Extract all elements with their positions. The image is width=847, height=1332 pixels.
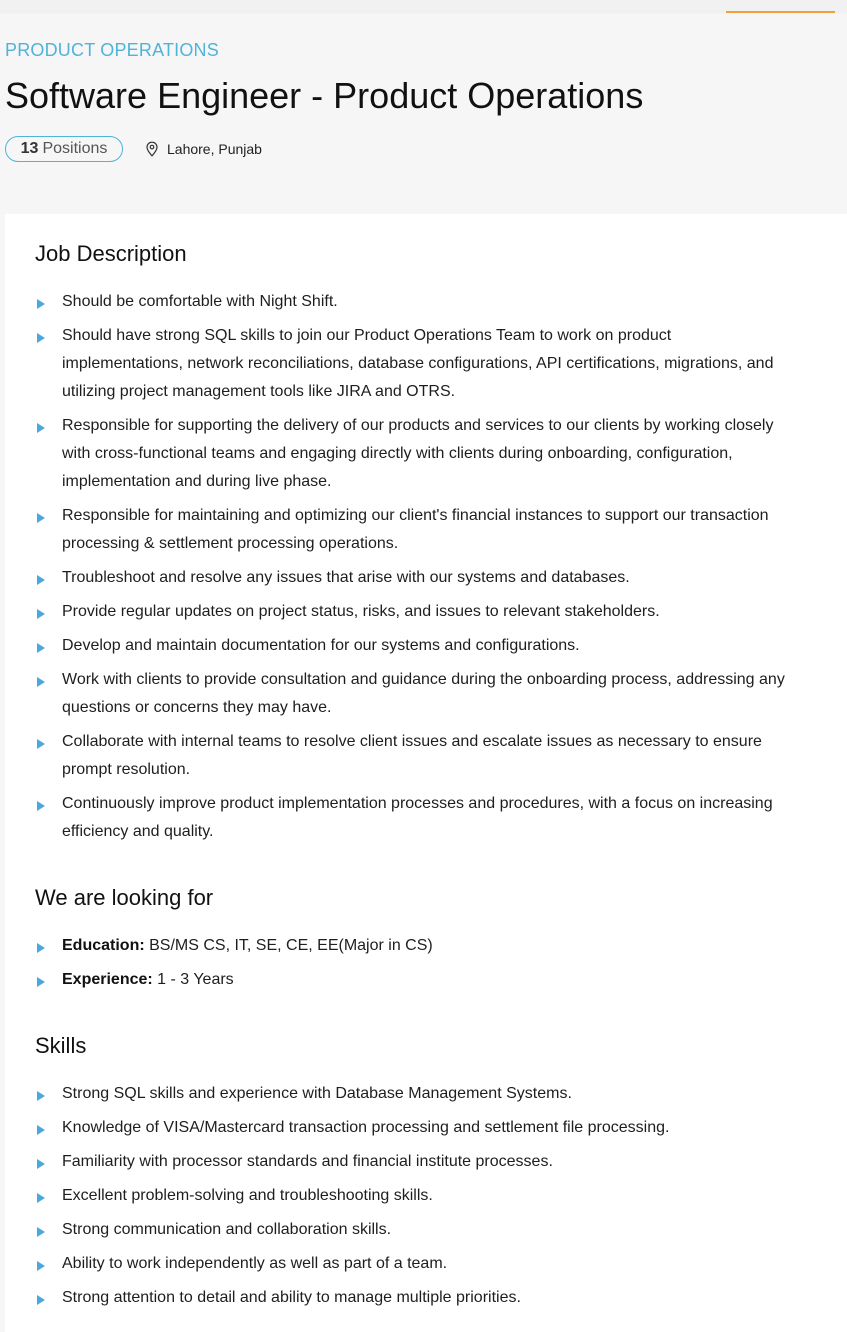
job-details-card [5,214,847,1332]
job-title: Software Engineer - Product Operations [5,75,644,116]
list-item: Strong communication and collaboration skills. [35,1216,795,1244]
job-location [145,141,262,157]
job-description-list [35,288,795,852]
list-item: Continuously improve product implementation processes and procedures, with a focus on increasing efficiency and quality. [35,790,795,846]
looking-for-heading: We are looking for [35,885,214,910]
bullet-arrow-icon [37,977,45,987]
list-item: Knowledge of VISA/Mastercard transaction processing and settlement file processing. [35,1114,795,1142]
skills-list [35,1080,795,1318]
skills-heading: Skills [35,1033,87,1058]
list-item: Provide regular updates on project status, risks, and issues to relevant stakeholders. [35,598,795,626]
bullet-arrow-icon [37,1295,45,1305]
experience-label: Experience: [62,971,153,988]
list-item: Work with clients to provide consultation and guidance during the onboarding process, addressing any questions or concerns they may have. [35,666,795,722]
job-category: PRODUCT OPERATIONS [5,40,219,60]
list-item: Collaborate with internal teams to resolve client issues and escalate issues as necessary to ensure prompt resolution. [35,728,795,784]
bullet-arrow-icon [37,1227,45,1237]
list-item [35,966,795,994]
bullet-arrow-icon [37,1193,45,1203]
job-meta [5,136,845,162]
list-item: Excellent problem-solving and troubleshooting skills. [35,1182,795,1210]
map-pin-icon [145,141,159,157]
bullet-arrow-icon [37,299,45,309]
positions-label: Positions [42,140,108,157]
experience-value: 1 - 3 Years [152,971,234,988]
positions-count: 13 [20,140,39,157]
bullet-arrow-icon [37,677,45,687]
bullet-arrow-icon [37,609,45,619]
bullet-arrow-icon [37,575,45,585]
bullet-arrow-icon [37,1091,45,1101]
bullet-arrow-icon [37,643,45,653]
bullet-arrow-icon [37,513,45,523]
bullet-arrow-icon [37,1261,45,1271]
bullet-arrow-icon [37,943,45,953]
list-item: Ability to work independently as well as part of a team. [35,1250,795,1278]
list-item: Responsible for supporting the delivery of our products and services to our clients by working closely with cross-functional teams and engaging directly with clients during onboarding, configuration, implementation and during live phase. [35,412,795,496]
looking-for-list [35,932,795,1000]
bullet-arrow-icon [37,801,45,811]
bullet-arrow-icon [37,1125,45,1135]
bullet-arrow-icon [37,333,45,343]
top-bar [0,0,847,12]
list-item: Strong attention to detail and ability to manage multiple priorities. [35,1284,795,1312]
list-item: Should be comfortable with Night Shift. [35,288,795,316]
positions-badge [5,136,123,162]
job-description-heading: Job Description [35,241,187,266]
education-value: BS/MS CS, IT, SE, CE, EE(Major in CS) [144,937,433,954]
list-item: Troubleshoot and resolve any issues that arise with our systems and databases. [35,564,795,592]
top-accent-line [726,11,835,13]
education-label: Education: [62,937,145,954]
location-label: Lahore, Punjab [167,141,262,157]
bullet-arrow-icon [37,423,45,433]
job-header [5,38,845,162]
list-item: Develop and maintain documentation for our systems and configurations. [35,632,795,660]
bullet-arrow-icon [37,739,45,749]
list-item: Responsible for maintaining and optimizing our client's financial instances to support our transaction processing & settlement processing operations. [35,502,795,558]
bullet-arrow-icon [37,1159,45,1169]
list-item: Strong SQL skills and experience with Database Management Systems. [35,1080,795,1108]
list-item: Familiarity with processor standards and financial institute processes. [35,1148,795,1176]
list-item [35,932,795,960]
list-item: Should have strong SQL skills to join our Product Operations Team to work on product implementations, network reconciliations, database configurations, API certifications, migrations, and utilizing project management tools like JIRA and OTRS. [35,322,795,406]
